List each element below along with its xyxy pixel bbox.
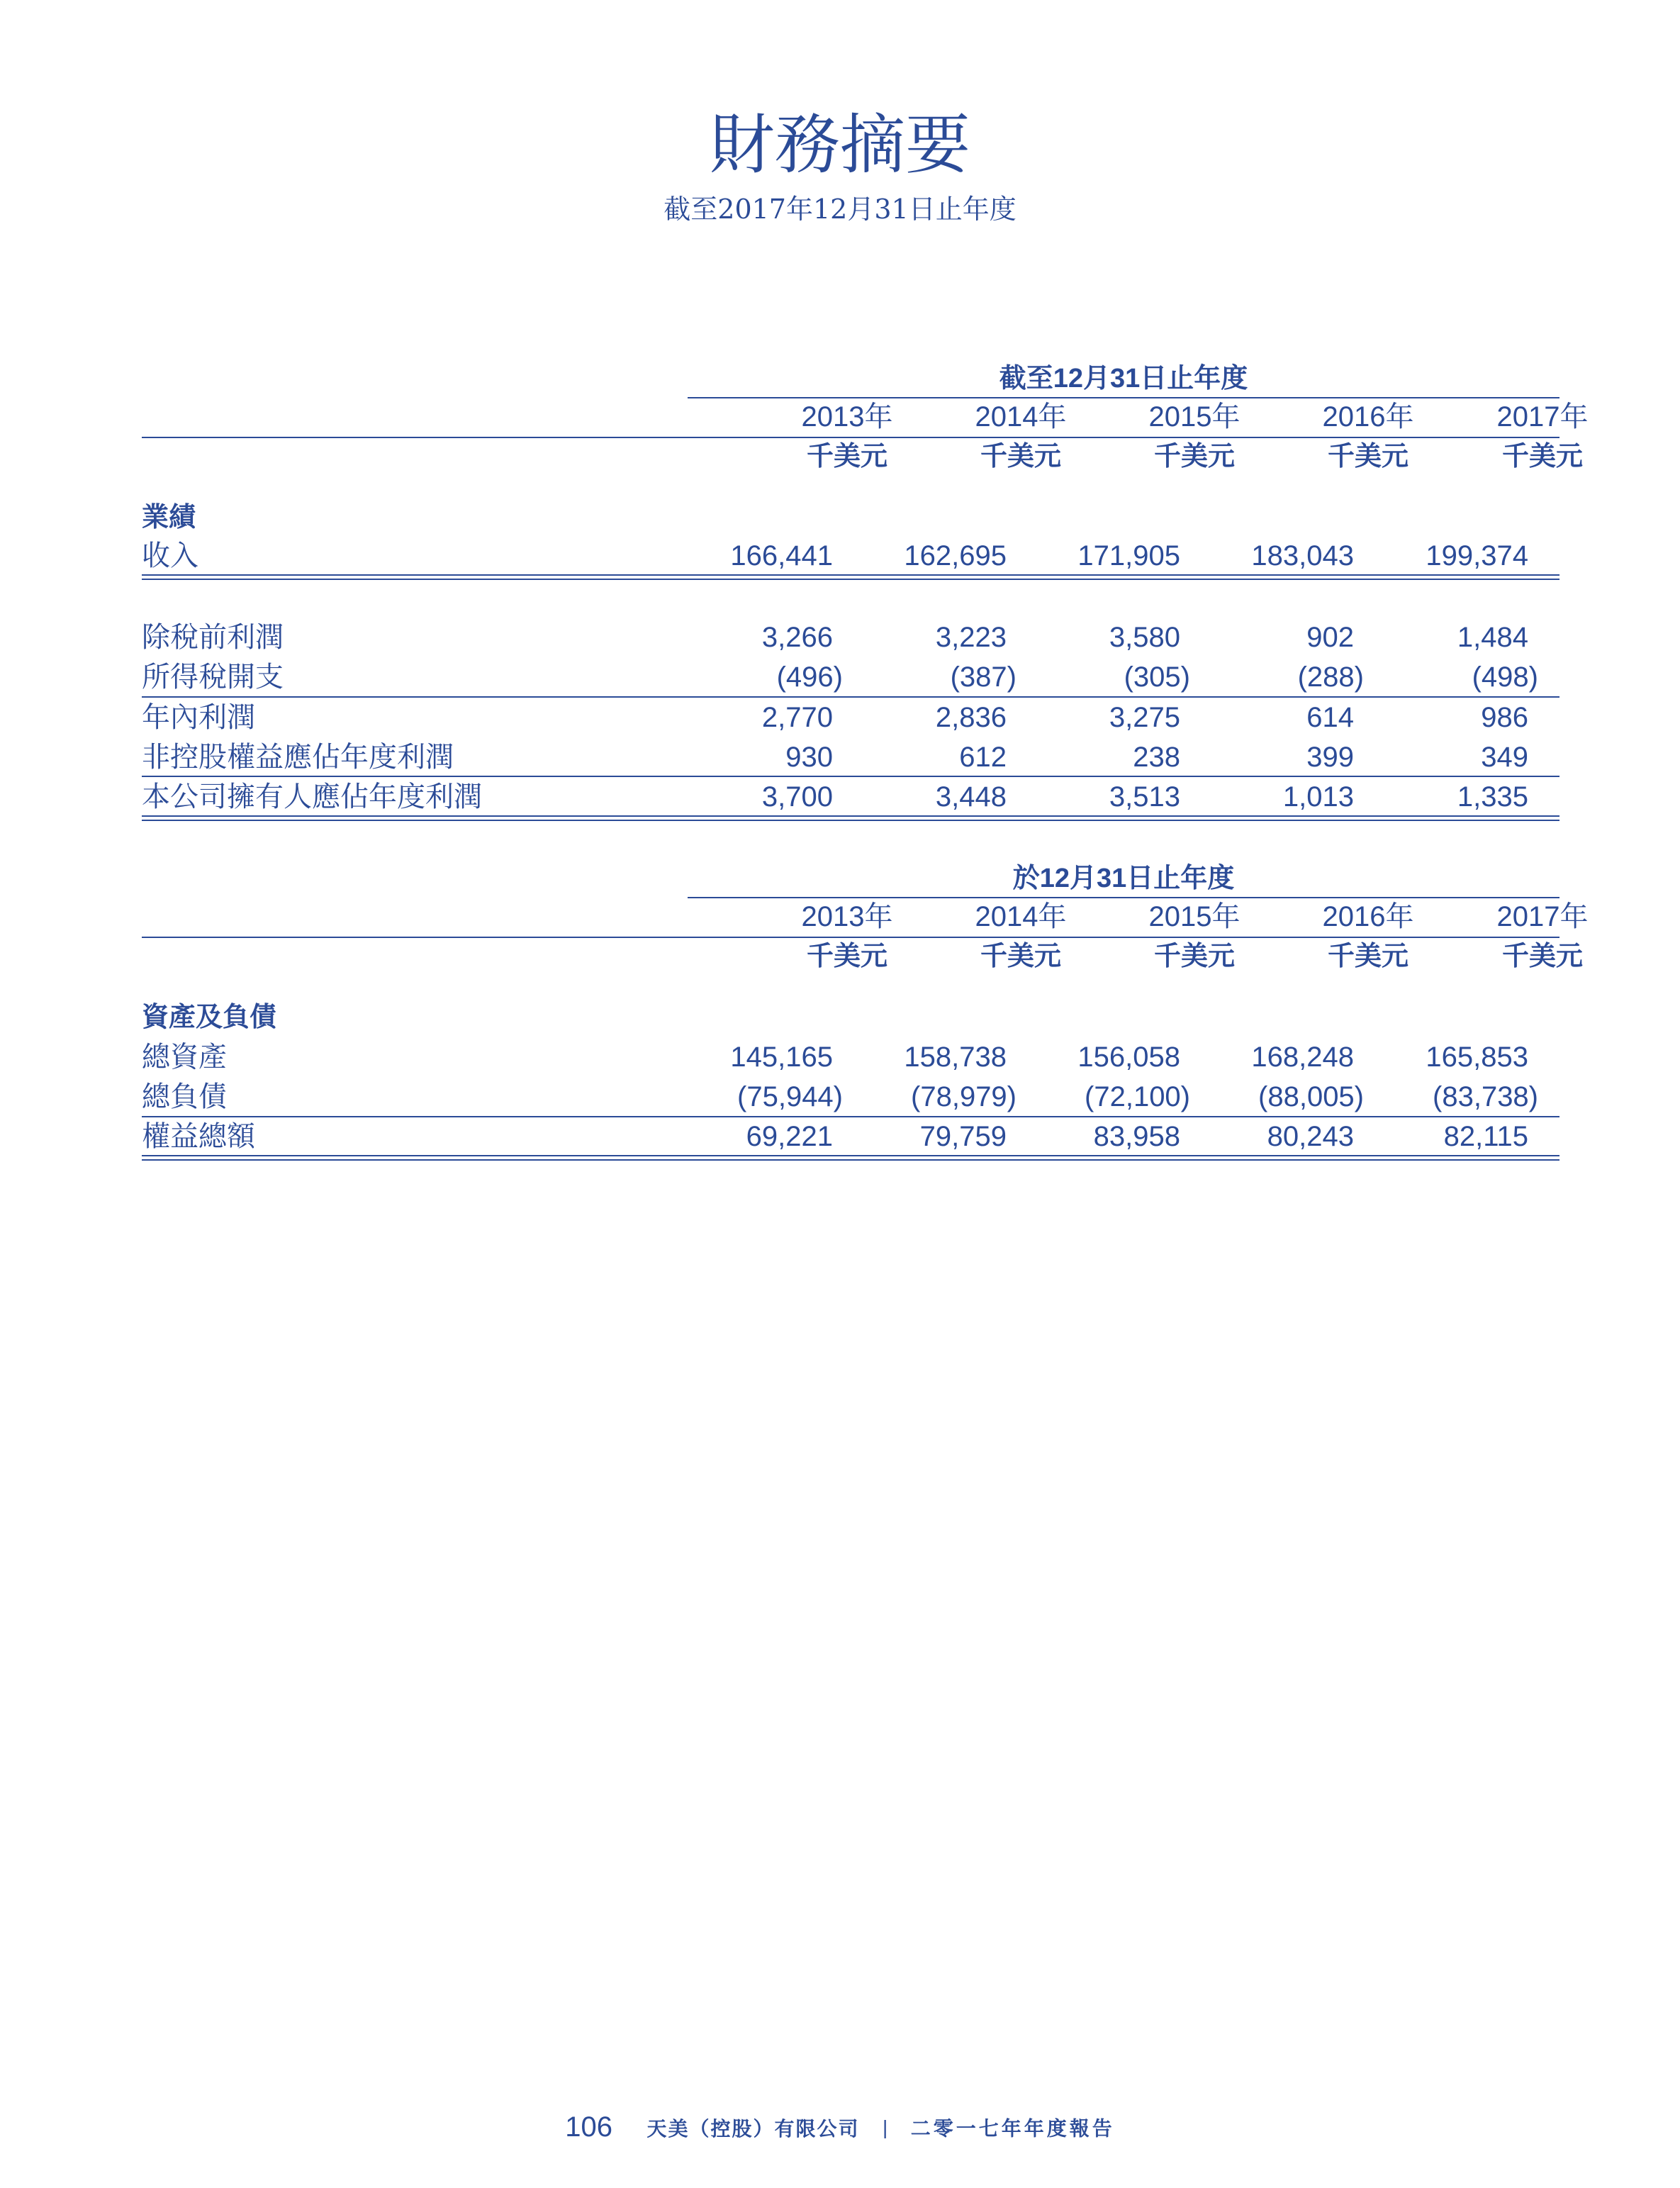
cell-value: (305) bbox=[1124, 662, 1190, 693]
results-table bbox=[142, 355, 1589, 830]
cell-value: 614 bbox=[1306, 702, 1354, 733]
header-rule bbox=[688, 397, 1559, 398]
company-name: 天美（控股）有限公司 bbox=[646, 2117, 860, 2140]
unit-header: 千美元 bbox=[1153, 942, 1235, 971]
cell-value: 1,013 bbox=[1282, 781, 1354, 813]
year-header: 2017年 bbox=[1496, 901, 1589, 932]
unit-header: 千美元 bbox=[980, 442, 1061, 471]
cell-value: 69,221 bbox=[746, 1121, 833, 1152]
cell-value: 1,335 bbox=[1457, 781, 1528, 813]
rule bbox=[142, 696, 1559, 698]
cell-value: 3,700 bbox=[761, 781, 833, 813]
cell-value: 986 bbox=[1481, 702, 1528, 733]
year-header: 2015年 bbox=[1148, 401, 1241, 432]
page-number: 106 bbox=[565, 2111, 613, 2143]
cell-value: 902 bbox=[1306, 622, 1354, 653]
cell-value: 79,759 bbox=[919, 1121, 1007, 1152]
year-header: 2013年 bbox=[801, 401, 893, 432]
row-label: 收入 bbox=[142, 540, 198, 571]
year-header: 2014年 bbox=[975, 401, 1067, 432]
cell-value: (88,005) bbox=[1258, 1081, 1364, 1112]
double-rule bbox=[142, 815, 1559, 821]
cell-value: 158,738 bbox=[904, 1042, 1007, 1073]
unit-header: 千美元 bbox=[1327, 942, 1409, 971]
year-header: 2016年 bbox=[1322, 401, 1414, 432]
page-footer bbox=[0, 2111, 1680, 2143]
unit-header: 千美元 bbox=[1327, 442, 1409, 471]
unit-header: 千美元 bbox=[980, 942, 1061, 971]
cell-value: 183,043 bbox=[1251, 540, 1354, 571]
unit-header: 千美元 bbox=[806, 942, 887, 971]
row-label: 非控股權益應佔年度利潤 bbox=[142, 742, 454, 773]
cell-value: 168,248 bbox=[1251, 1042, 1354, 1073]
cell-value: 2,836 bbox=[935, 702, 1007, 733]
cell-value: (498) bbox=[1472, 662, 1538, 693]
cell-value: 399 bbox=[1306, 742, 1354, 773]
cell-value: (387) bbox=[950, 662, 1017, 693]
footer-separator: | bbox=[882, 2116, 888, 2138]
cell-value: 612 bbox=[959, 742, 1007, 773]
cell-value: (288) bbox=[1297, 662, 1364, 693]
row-label: 權益總額 bbox=[142, 1121, 255, 1152]
cell-value: 162,695 bbox=[904, 540, 1007, 571]
row-label: 總資產 bbox=[142, 1042, 227, 1073]
cell-value: 199,374 bbox=[1426, 540, 1528, 571]
row-label: 年內利潤 bbox=[142, 702, 255, 733]
cell-value: 156,058 bbox=[1077, 1042, 1180, 1073]
header-rule bbox=[142, 937, 1559, 938]
cell-value: 171,905 bbox=[1077, 540, 1180, 571]
cell-value: 3,266 bbox=[761, 622, 833, 653]
page-subtitle: 截至2017年12月31日止年度 bbox=[663, 194, 1017, 225]
year-header: 2015年 bbox=[1148, 901, 1241, 932]
cell-value: 930 bbox=[785, 742, 833, 773]
cell-value: 3,275 bbox=[1109, 702, 1180, 733]
unit-header: 千美元 bbox=[1501, 942, 1583, 971]
year-header: 2016年 bbox=[1322, 901, 1414, 932]
double-rule bbox=[142, 574, 1559, 580]
cell-value: 165,853 bbox=[1426, 1042, 1528, 1073]
row-label: 總負債 bbox=[142, 1081, 227, 1112]
page-title: 財務摘要 bbox=[709, 107, 970, 183]
cell-value: (72,100) bbox=[1085, 1081, 1190, 1112]
cell-value: 145,165 bbox=[730, 1042, 833, 1073]
header-rule bbox=[142, 437, 1559, 438]
section-title: 業績 bbox=[142, 503, 196, 532]
cell-value: (496) bbox=[776, 662, 843, 693]
cell-value: (75,944) bbox=[737, 1081, 843, 1112]
rule bbox=[142, 776, 1559, 777]
rule bbox=[142, 1116, 1559, 1117]
cell-value: 349 bbox=[1481, 742, 1528, 773]
cell-value: 3,513 bbox=[1109, 781, 1180, 813]
row-label: 本公司擁有人應佔年度利潤 bbox=[142, 781, 482, 813]
unit-header: 千美元 bbox=[1153, 442, 1235, 471]
year-header: 2014年 bbox=[975, 901, 1067, 932]
period-header: 截至12月31日止年度 bbox=[999, 364, 1248, 393]
cell-value: 82,115 bbox=[1443, 1121, 1528, 1152]
year-header: 2017年 bbox=[1496, 401, 1589, 432]
balance-table bbox=[142, 854, 1589, 1166]
cell-value: 3,223 bbox=[935, 622, 1007, 653]
cell-value: 3,448 bbox=[935, 781, 1007, 813]
cell-value: 2,770 bbox=[761, 702, 833, 733]
unit-header: 千美元 bbox=[1501, 442, 1583, 471]
year-header: 2013年 bbox=[801, 901, 893, 932]
report-name: 二零一七年年度報告 bbox=[910, 2117, 1115, 2140]
cell-value: (83,738) bbox=[1433, 1081, 1538, 1112]
cell-value: 3,580 bbox=[1109, 622, 1180, 653]
row-label: 所得稅開支 bbox=[142, 662, 284, 693]
cell-value: 166,441 bbox=[730, 540, 833, 571]
unit-header: 千美元 bbox=[806, 442, 887, 471]
cell-value: 238 bbox=[1133, 742, 1180, 773]
cell-value: (78,979) bbox=[911, 1081, 1017, 1112]
cell-value: 83,958 bbox=[1093, 1121, 1180, 1152]
cell-value: 80,243 bbox=[1267, 1121, 1354, 1152]
cell-value: 1,484 bbox=[1457, 622, 1528, 653]
row-label: 除稅前利潤 bbox=[142, 622, 284, 653]
header-rule bbox=[688, 897, 1559, 898]
section-title: 資產及負債 bbox=[142, 1003, 277, 1032]
double-rule bbox=[142, 1155, 1559, 1161]
period-header: 於12月31日止年度 bbox=[1012, 864, 1235, 893]
